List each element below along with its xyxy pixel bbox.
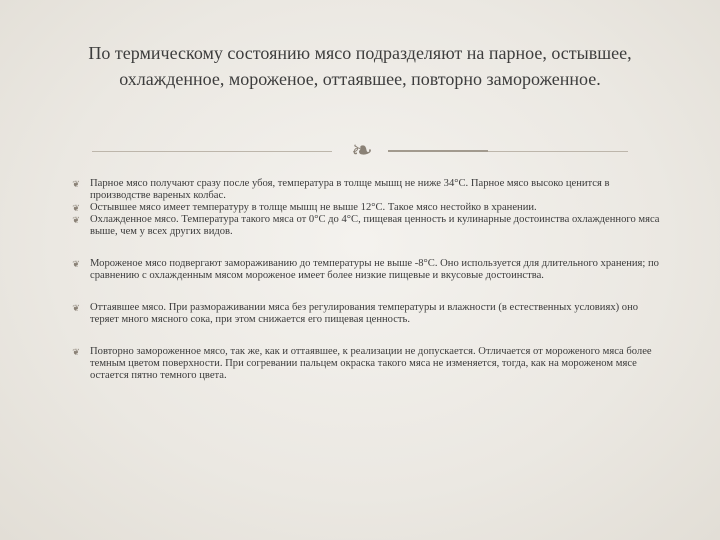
flower-bullet-icon: ❦ [72, 347, 80, 357]
slide-title: По термическому состоянию мясо подразделяют на парное, остывшее, охлажденное, мороженое, оттаявшее, повторно замороженное. [88, 43, 632, 89]
list-item [70, 178, 660, 202]
bullet-list [70, 178, 660, 382]
bullet-group-3 [70, 302, 660, 326]
flower-bullet-icon: ❦ [72, 215, 80, 225]
flower-bullet-icon: ❦ [72, 203, 80, 213]
list-item [70, 214, 660, 238]
title-divider [92, 136, 628, 165]
flower-bullet-icon: ❦ [72, 179, 80, 189]
list-item [70, 258, 660, 282]
list-item-text: Мороженое мясо подвергают замораживанию до температуры не выше -8°С. Оно используется для длительного хранения; по сравнению с охлажденным мясом мороженое имеет более низкие пищевые и вкусовые достоинства. [90, 258, 659, 281]
list-item [70, 346, 660, 382]
list-item-text: Охлажденное мясо. Температура такого мяса от 0°С до 4°С, пищевая ценность и кулинарные достоинства охлажденного мяса выше, чем у всех других видов. [90, 214, 660, 237]
list-item-text: Остывшее мясо имеет температуру в толще мышц не выше 12°С. Такое мясо нестойко в хранении. [90, 202, 537, 213]
list-item [70, 202, 660, 214]
list-item-text: Повторно замороженное мясо, так же, как и оттаявшее, к реализации не допускается. Отличается от мороженого мяса более темным цветом поверхности. При согревании пальцем окраска такого мяса не изменяется, тогда, как на мороженом мясе остается пятно темного цвета. [90, 346, 652, 381]
flower-bullet-icon: ❦ [72, 259, 80, 269]
bullet-group-1 [70, 178, 660, 238]
list-item [70, 302, 660, 326]
flourish-ornament-icon: ❧ [351, 136, 373, 165]
divider-line-left [92, 151, 332, 152]
flower-bullet-icon: ❦ [72, 303, 80, 313]
divider-line-accent [388, 150, 488, 152]
list-item-text: Оттаявшее мясо. При размораживании мяса без регулирования температуры и влажности (в естественных условиях) оно теряет много мясного сока, при этом снижается его пищевая ценность. [90, 302, 639, 325]
bullet-group-2 [70, 258, 660, 282]
bullet-group-4 [70, 346, 660, 382]
list-item-text: Парное мясо получают сразу после убоя, температура в толще мышц не ниже 34°С. Парное мясо высоко ценится в производстве вареных колбас. [90, 178, 610, 201]
